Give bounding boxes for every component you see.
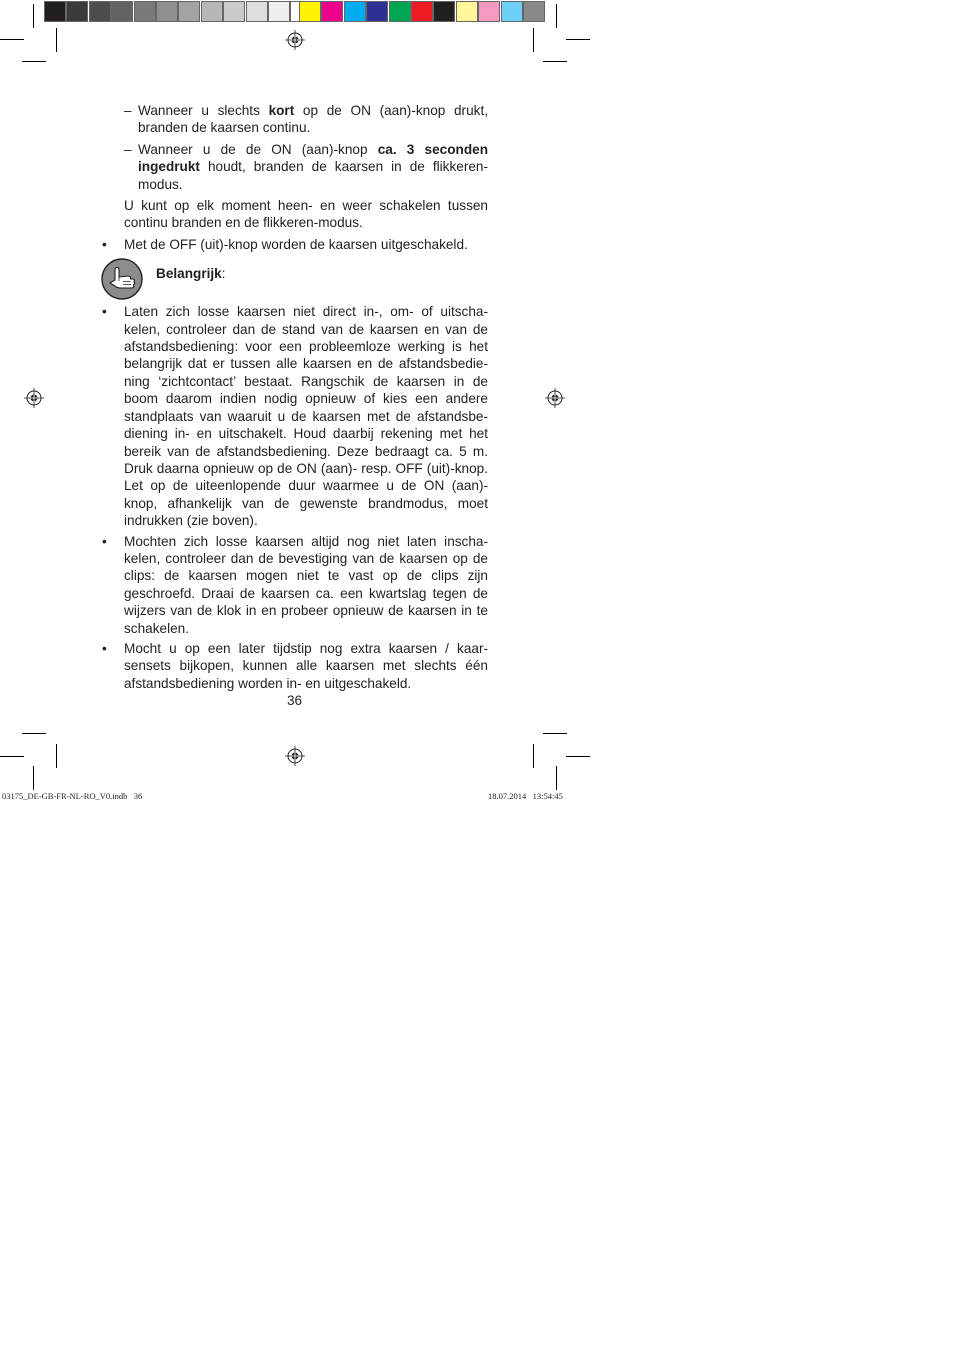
grayscale-swatch: [201, 1, 223, 22]
dash-marker: –: [124, 141, 132, 157]
process-color-swatch: [344, 1, 366, 22]
process-color-swatch: [523, 1, 545, 22]
bullet-marker: •: [102, 304, 107, 320]
crop-mark: [56, 28, 57, 52]
bullet-item-troubleshoot-line-of-sight: • Laten zich losse kaarsen niet direct in-, om- of uitscha-kelen, controleer dan de stand van de kaarsen en van de afstandsbediening: voor een probleemloze werking is het belangrijk dat er tussen alle kaarsen en de afstandsbedie-ning ‘zichtcontact’ bestaat. Rangschik de kaarsen in de boom daarom indien nodig opnieuw of kies een andere standplaats van waaruit u de kaarsen met de afstandsbe-diening in- en uitschakelt. Houd daarbij rekening met het bereik van de afstandsbediening. Deze bedraagt ca. 5 m. Druk daarna opnieuw op de ON (aan)- resp. OFF (uit)-knop. Let op de uiteenlopende duur waarmee u de ON (aan)-knop, afhankelijk van de gewenste brandmodus, moet indrukken (zie boven).: [102, 304, 488, 529]
crop-mark: [556, 4, 557, 28]
process-color-swatch: [366, 1, 388, 22]
grayscale-color-bar: [44, 1, 313, 23]
crop-mark: [543, 61, 567, 62]
grayscale-swatch: [156, 1, 178, 22]
bullet-marker: •: [102, 236, 107, 252]
grayscale-swatch: [246, 1, 268, 22]
pointing-hand-icon: [100, 257, 144, 301]
crop-mark: [566, 39, 590, 40]
grayscale-swatch: [134, 1, 156, 22]
grayscale-swatch: [66, 1, 88, 22]
grayscale-swatch: [89, 1, 111, 22]
registration-mark-icon: [545, 388, 565, 408]
bullet-item-off-button: • Met de OFF (uit)-knop worden de kaarsen uitgeschakeld.: [102, 236, 468, 252]
grayscale-swatch: [111, 1, 133, 22]
crop-mark: [56, 744, 57, 768]
slug-file-info: 03175_DE-GB-FR-NL-RO_V0.indb 36: [2, 791, 143, 801]
process-color-swatch: [478, 1, 500, 22]
process-color-swatch: [299, 1, 321, 22]
grayscale-swatch: [268, 1, 290, 22]
dash-item-short-press: – Wanneer u slechts kort op de ON (aan)-knop drukt, branden de kaarsen continu.: [124, 103, 488, 136]
important-label: Belangrijk:: [156, 266, 226, 282]
crop-mark: [22, 733, 46, 734]
page-number: 36: [287, 693, 303, 708]
crop-mark: [33, 4, 34, 28]
crop-mark: [22, 61, 46, 62]
crop-mark: [533, 28, 534, 52]
registration-mark-icon: [285, 30, 305, 50]
crop-mark: [533, 744, 534, 768]
registration-mark-icon: [285, 746, 305, 766]
crop-mark: [0, 756, 24, 757]
bullet-marker: •: [102, 640, 107, 656]
process-color-swatch: [501, 1, 523, 22]
bold-term: ca. 3 seconden ingedrukt: [138, 141, 489, 175]
process-color-swatch: [389, 1, 411, 22]
process-color-bar: [299, 1, 545, 23]
crop-mark: [566, 756, 590, 757]
registration-mark-icon: [24, 388, 44, 408]
crop-mark: [0, 39, 24, 40]
bullet-item-extra-candles: • Mocht u op een later tijdstip nog extra kaarsen / kaar-sensets bijkopen, kunnen alle kaarsen met slechts één afstandsbediening worden in- en uitgeschakeld.: [102, 640, 488, 691]
grayscale-swatch: [223, 1, 245, 22]
process-color-swatch: [456, 1, 478, 22]
process-color-swatch: [433, 1, 455, 22]
bullet-item-troubleshoot-clips: • Mochten zich losse kaarsen altijd nog niet laten inscha-kelen, controleer dan de bevestiging van de kaarsen op de clips: de kaarsen mogen niet te vast op de clips zijn geschroefd. Draai de kaarsen ca. een kwartslag tegen de wijzers van de klok in en probeer opnieuw de kaarsen in te schakelen.: [102, 533, 488, 636]
crop-mark: [556, 766, 557, 790]
bullet-marker: •: [102, 533, 107, 549]
dash-item-long-press: – Wanneer u de de ON (aan)-knop ca. 3 seconden ingedrukt houdt, branden de kaarsen in de flikkeren-modus.: [124, 141, 489, 192]
grayscale-swatch: [178, 1, 200, 22]
process-color-swatch: [321, 1, 343, 22]
grayscale-swatch: [44, 1, 66, 22]
slug-date-info: 18.07.2014 13:54:45: [488, 791, 563, 801]
mode-switch-note: U kunt op elk moment heen- en weer schakelen tussen continu branden en de flikkeren-modus.: [124, 198, 488, 231]
important-heading: [100, 257, 488, 301]
manual-text-column: [100, 102, 488, 695]
process-color-swatch: [411, 1, 433, 22]
crop-mark: [543, 733, 567, 734]
dash-marker: –: [124, 103, 132, 118]
bold-term: kort: [268, 103, 295, 118]
crop-mark: [33, 766, 34, 790]
